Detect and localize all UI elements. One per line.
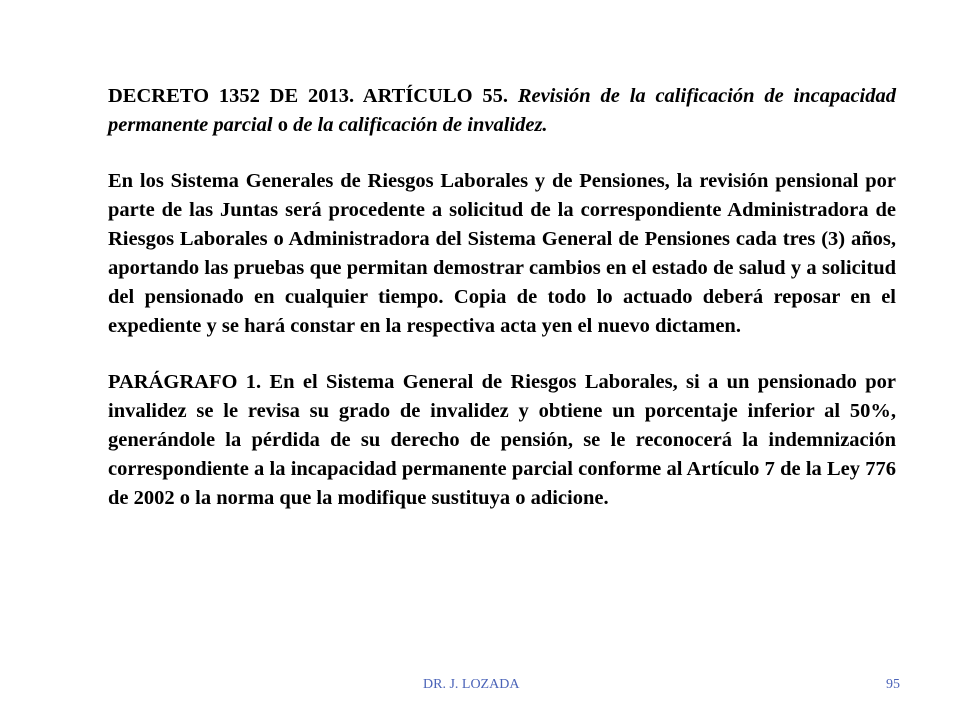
article-body-paragraph: En los Sistema Generales de Riesgos Laborales y de Pensiones, la revisión pensional por parte de las Juntas será procedente a solicitud de la correspondiente Administradora de Riesgos Laborales o Administradora del Sistema General de Pensiones cada tres (3) años, aportando las pruebas que permitan demostrar cambios en el estado de salud y a solicitud del pensionado en cualquier tiempo. Copia de todo lo actuado deberá reposar en el expediente y se hará constar en la respectiva acta yen el nuevo dictamen. xyxy=(108,170,896,337)
heading-title-part-1: Revisión de la calificación de incapacidad permanente parcial xyxy=(108,85,896,136)
article-heading xyxy=(108,82,896,140)
heading-title-part-2: de la calificación de invalidez. xyxy=(293,114,548,136)
page-number: 95 xyxy=(886,677,900,692)
heading-connector: o xyxy=(272,114,294,136)
heading-prefix: DECRETO 1352 DE 2013. ARTÍCULO 55. xyxy=(108,85,518,107)
paragraph-1-text: PARÁGRAFO 1. En el Sistema General de Riesgos Laborales, si a un pensionado por invalidez se le revisa su grado de invalidez y obtiene un porcentaje inferior al 50%, generándole la pérdida de su derecho de pensión, se le reconocerá la indemnización correspondiente a la incapacidad permanente parcial conforme al Artículo 7 de la Ley 776 de 2002 o la norma que la modifique sustituya o adicione. xyxy=(108,371,896,509)
slide-content xyxy=(108,82,896,513)
footer-author: DR. J. LOZADA xyxy=(423,677,520,692)
